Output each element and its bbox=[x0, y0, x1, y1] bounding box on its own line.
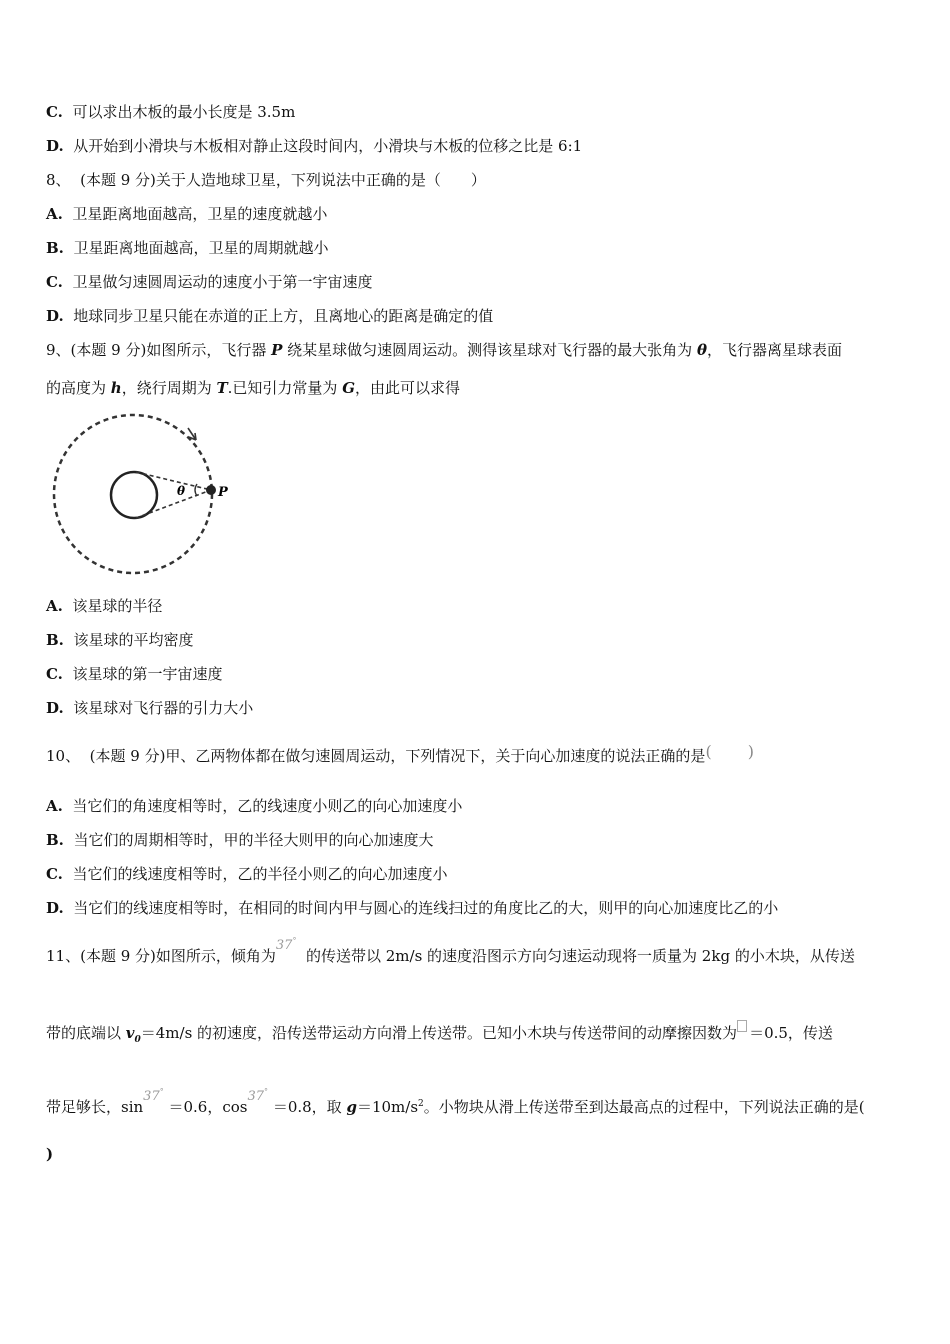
q7-option-c bbox=[46, 102, 295, 122]
q9-option-c bbox=[46, 664, 222, 684]
q11-stem-line3 bbox=[46, 1087, 865, 1120]
text-segment: 的高度为 bbox=[46, 379, 111, 397]
option-text: 当它们的角速度相等时，乙的线速度小则乙的向心加速度小 bbox=[72, 797, 463, 815]
q10-option-a bbox=[46, 796, 462, 816]
question-number: 10、 bbox=[46, 747, 81, 765]
question-text: (本题 9 分)关于人造地球卫星，下列说法中正确的是（ ） bbox=[80, 171, 486, 189]
q11-stem-line2 bbox=[46, 1020, 833, 1050]
text-segment: ，飞行器离星球表面 bbox=[706, 341, 842, 359]
text-segment: ＝0.5，传送 bbox=[749, 1024, 833, 1042]
text-segment: ＝0.6，cos bbox=[168, 1098, 248, 1116]
option-letter: C. bbox=[46, 665, 63, 683]
mu-symbol-placeholder-icon bbox=[737, 1020, 747, 1032]
text-segment: ，绕行周期为 bbox=[121, 379, 217, 397]
angle-value: 37 bbox=[143, 1089, 160, 1104]
point-label: P bbox=[218, 485, 228, 500]
degree-sign: ° bbox=[159, 1087, 164, 1096]
text-segment: 带足够长，sin bbox=[46, 1098, 144, 1116]
text-segment: (本题 9 分)如图所示，飞行器 bbox=[70, 341, 272, 359]
q10-stem bbox=[46, 742, 754, 766]
option-text: 当它们的周期相等时，甲的半径大则甲的向心加速度大 bbox=[73, 831, 434, 849]
v-subscript: 0 bbox=[134, 1035, 141, 1045]
q9-stem-line1 bbox=[46, 340, 842, 360]
option-text: 该星球的半径 bbox=[72, 597, 163, 615]
option-text: 卫星距离地面越高，卫星的周期就越小 bbox=[73, 239, 329, 257]
degree-sign: ° bbox=[292, 936, 297, 945]
var-g: g bbox=[346, 1098, 357, 1116]
q9-option-a bbox=[46, 596, 162, 616]
option-letter: D. bbox=[46, 899, 64, 917]
q9-option-d bbox=[46, 698, 253, 718]
option-text: 该星球的平均密度 bbox=[73, 631, 194, 649]
option-letter: A. bbox=[46, 597, 63, 615]
option-letter: B. bbox=[46, 239, 64, 257]
orbit-circle bbox=[54, 415, 212, 573]
text-segment: .已知引力常量为 bbox=[227, 379, 343, 397]
angle-label: θ bbox=[177, 484, 186, 498]
q8-stem bbox=[46, 170, 486, 190]
q9-stem-line2 bbox=[46, 378, 460, 398]
var-t: T bbox=[216, 379, 228, 397]
q8-option-a bbox=[46, 204, 327, 224]
option-text: 该星球对飞行器的引力大小 bbox=[73, 699, 254, 717]
option-letter: A. bbox=[46, 797, 63, 815]
option-letter: B. bbox=[46, 831, 64, 849]
text-segment: ＝0.8，取 bbox=[272, 1098, 347, 1116]
option-text: 卫星做匀速圆周运动的速度小于第一宇宙速度 bbox=[72, 273, 373, 291]
planet-circle bbox=[111, 472, 157, 518]
option-letter: A. bbox=[46, 205, 63, 223]
q11-stem-line4 bbox=[46, 1144, 53, 1164]
var-h: h bbox=[110, 379, 122, 397]
angle-37-sin bbox=[143, 1089, 164, 1104]
option-text: 可以求出木板的最小长度是 3.5m bbox=[72, 103, 296, 121]
var-p: P bbox=[271, 341, 283, 359]
question-number: 9、 bbox=[46, 341, 71, 359]
text-segment: 。小物块从滑上传送带至到达最高点的过程中，下列说法正确的是( bbox=[423, 1098, 865, 1116]
option-text: 从开始到小滑块与木板相对静止这段时间内，小滑块与木板的位移之比是 6:1 bbox=[73, 137, 583, 155]
text-segment: 绕某星球做匀速圆周运动。测得该星球对飞行器的最大张角为 bbox=[282, 341, 697, 359]
paren-close: ) bbox=[747, 742, 754, 761]
q8-option-c bbox=[46, 272, 372, 292]
option-letter: D. bbox=[46, 699, 64, 717]
var-v0 bbox=[125, 1024, 141, 1045]
option-text: 当它们的线速度相等时，乙的半径小则乙的向心加速度小 bbox=[72, 865, 448, 883]
q10-option-c bbox=[46, 864, 447, 884]
text-segment: ＝4m/s 的初速度，沿传送带运动方向滑上传送带。已知小木块与传送带间的动摩擦因数为 bbox=[140, 1024, 738, 1042]
text-segment: ＝10m/s bbox=[356, 1098, 419, 1116]
option-letter: C. bbox=[46, 273, 63, 291]
text-segment: ) bbox=[46, 1145, 54, 1163]
question-number: 11、 bbox=[46, 947, 81, 965]
text-segment: (本题 9 分)如图所示，倾角为 bbox=[80, 947, 276, 965]
text-segment: ，由此可以求得 bbox=[355, 379, 461, 397]
option-letter: C. bbox=[46, 103, 63, 121]
spacecraft-point bbox=[206, 485, 216, 495]
option-letter: D. bbox=[46, 307, 64, 325]
superscript-2: 2 bbox=[418, 1099, 424, 1109]
option-text: 当它们的线速度相等时，在相同的时间内甲与圆心的连线扫过的角度比乙的大，则甲的向心加速度比乙的小 bbox=[73, 899, 779, 917]
angle-value: 37 bbox=[247, 1089, 265, 1104]
q10-option-b bbox=[46, 830, 433, 850]
angle-37-cos bbox=[248, 1089, 269, 1104]
q9-option-b bbox=[46, 630, 193, 650]
text-segment: 的传送带以 2m/s 的速度沿图示方向匀速运动现将一质量为 2kg 的小木块，从传送 bbox=[305, 947, 855, 965]
paren-open: ( bbox=[705, 742, 712, 761]
question-number: 8、 bbox=[46, 171, 71, 189]
q7-option-d bbox=[46, 136, 582, 156]
option-text: 地球同步卫星只能在赤道的正上方，且离地心的距离是确定的值 bbox=[73, 307, 494, 325]
angle-value: 37 bbox=[275, 938, 293, 953]
question-text: (本题 9 分)甲、乙两物体都在做匀速圆周运动，下列情况下，关于向心加速度的说法正确的是 bbox=[89, 747, 706, 765]
text-segment: 带的底端以 bbox=[46, 1024, 126, 1042]
q8-option-b bbox=[46, 238, 328, 258]
var-theta: θ bbox=[696, 341, 707, 359]
option-text: 该星球的第一宇宙速度 bbox=[72, 665, 223, 683]
q11-stem-line1 bbox=[46, 936, 855, 969]
option-letter: C. bbox=[46, 865, 63, 883]
q10-option-d bbox=[46, 898, 778, 918]
angle-arc bbox=[195, 484, 197, 496]
v-letter: v bbox=[125, 1024, 135, 1042]
orbit-figure bbox=[48, 410, 248, 582]
option-letter: B. bbox=[46, 631, 64, 649]
degree-sign: ° bbox=[264, 1087, 269, 1096]
option-letter: D. bbox=[46, 137, 64, 155]
q8-option-d bbox=[46, 306, 493, 326]
option-text: 卫星距离地面越高，卫星的速度就越小 bbox=[72, 205, 328, 223]
var-g-const: G bbox=[342, 379, 355, 397]
angle-37 bbox=[276, 938, 297, 953]
